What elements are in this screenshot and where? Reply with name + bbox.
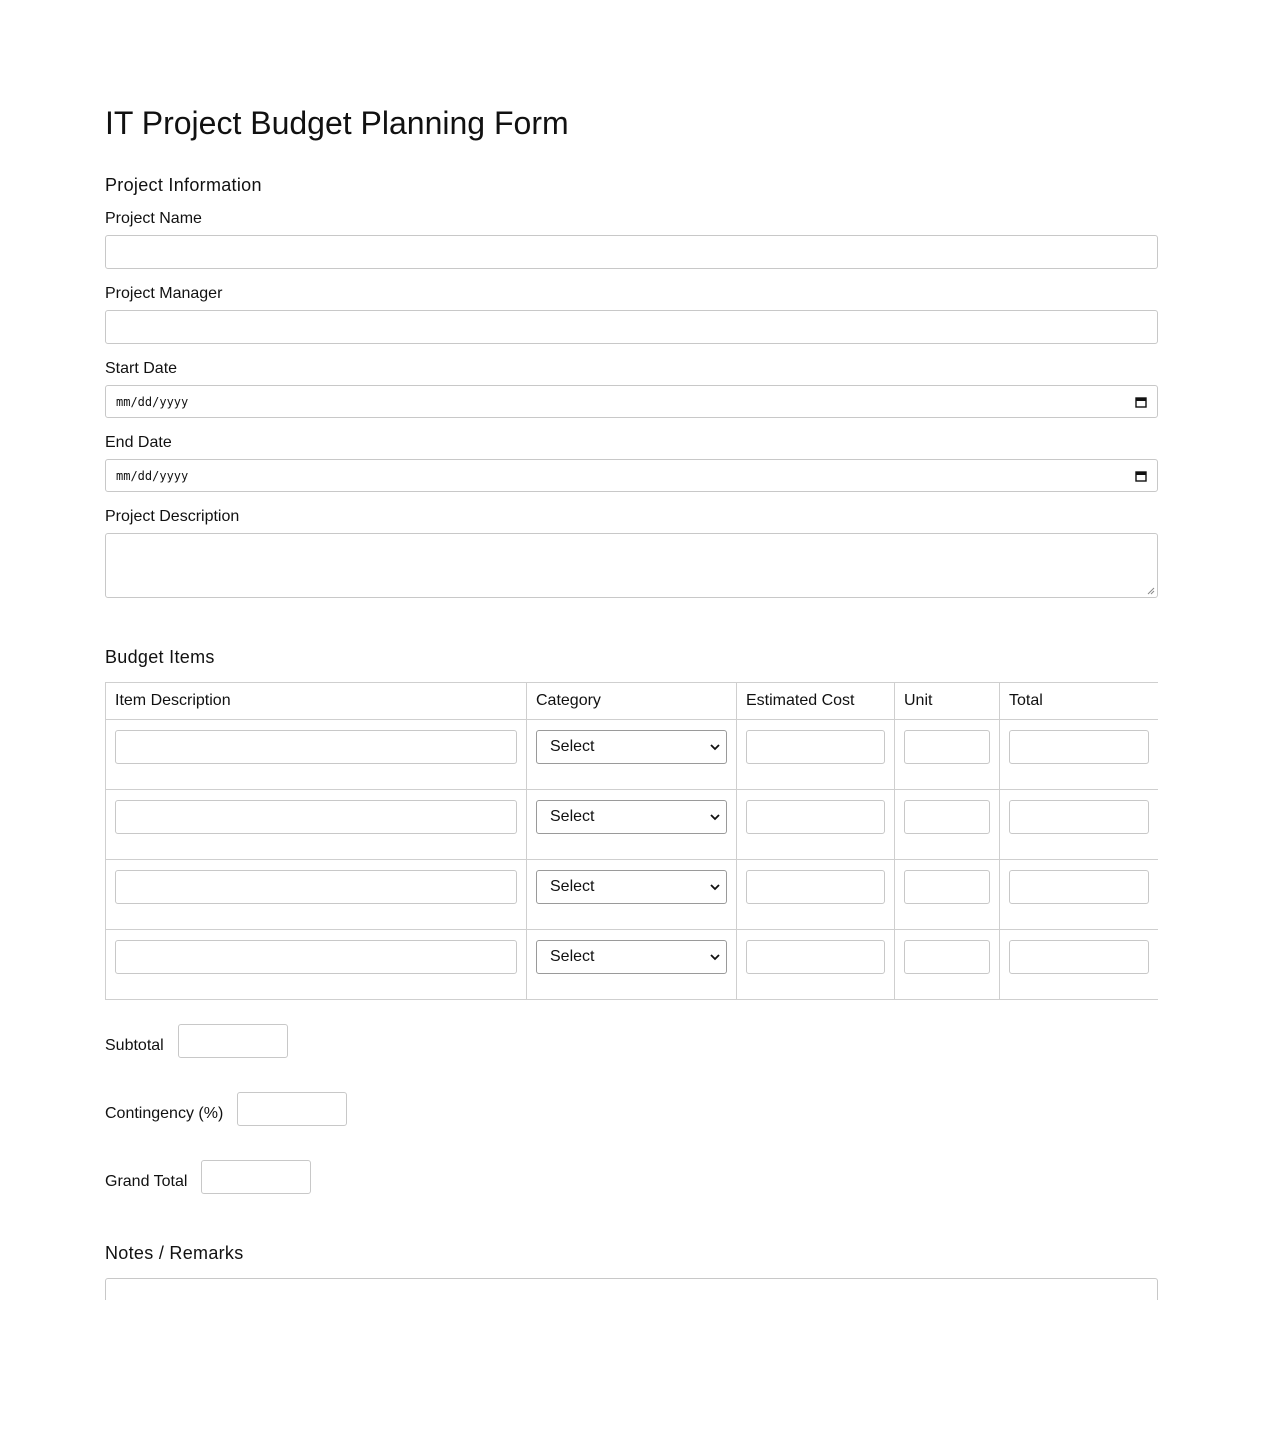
category-cell: [527, 720, 737, 790]
column-header-unit: Unit: [895, 683, 1000, 720]
item-cell: [106, 790, 527, 860]
estimated-cost-input[interactable]: [746, 870, 885, 904]
start-date-placeholder: mm/dd/yyyy: [116, 394, 189, 409]
total-input[interactable]: [1009, 940, 1149, 974]
column-header-item-description: Item Description: [106, 683, 527, 720]
estimated-cost-input[interactable]: [746, 940, 885, 974]
category-select[interactable]: [536, 800, 727, 834]
contingency-input[interactable]: [237, 1092, 347, 1126]
item-description-input[interactable]: [115, 800, 517, 834]
item-description-input[interactable]: [115, 940, 517, 974]
subtotal-row: [105, 1024, 288, 1058]
project-name-label: Project Name: [105, 210, 202, 227]
budget-items-table: [105, 682, 1158, 1000]
chevron-down-icon: [710, 954, 720, 961]
column-header-category: Category: [527, 683, 737, 720]
estimated-cost-input[interactable]: [746, 730, 885, 764]
total-cell: [1000, 930, 1159, 1000]
category-cell: [527, 860, 737, 930]
budget-form: [105, 0, 1158, 1300]
unit-input[interactable]: [904, 940, 990, 974]
calendar-icon[interactable]: [1135, 470, 1147, 482]
unit-input[interactable]: [904, 800, 990, 834]
chevron-down-icon: [710, 744, 720, 751]
total-cell: [1000, 790, 1159, 860]
item-cell: [106, 720, 527, 790]
unit-input[interactable]: [904, 730, 990, 764]
category-select-value: Select: [550, 808, 595, 825]
notes-heading: Notes / Remarks: [105, 1243, 244, 1263]
unit-cell: [895, 790, 1000, 860]
project-information-heading: Project Information: [105, 175, 262, 195]
total-input[interactable]: [1009, 870, 1149, 904]
cost-cell: [737, 720, 895, 790]
item-cell: [106, 860, 527, 930]
notes-textarea[interactable]: [105, 1278, 1158, 1300]
chevron-down-icon: [710, 814, 720, 821]
grand-total-input[interactable]: [201, 1160, 311, 1194]
project-manager-label: Project Manager: [105, 285, 223, 302]
chevron-down-icon: [710, 884, 720, 891]
start-date-label: Start Date: [105, 360, 178, 377]
total-cell: [1000, 720, 1159, 790]
contingency-label: Contingency (%): [105, 1105, 224, 1122]
category-select[interactable]: [536, 940, 727, 974]
cost-cell: [737, 790, 895, 860]
project-description-label: Project Description: [105, 508, 240, 525]
resize-handle-icon[interactable]: [1147, 587, 1155, 595]
start-date-input[interactable]: [105, 385, 1158, 418]
total-input[interactable]: [1009, 800, 1149, 834]
column-header-estimated-cost: Estimated Cost: [737, 683, 895, 720]
table-header-row: [106, 683, 1159, 720]
item-cell: [106, 930, 527, 1000]
item-description-input[interactable]: [115, 870, 517, 904]
unit-cell: [895, 720, 1000, 790]
unit-input[interactable]: [904, 870, 990, 904]
item-description-input[interactable]: [115, 730, 517, 764]
budget-items-heading: Budget Items: [105, 647, 215, 667]
end-date-label: End Date: [105, 434, 172, 451]
category-cell: [527, 790, 737, 860]
calendar-icon[interactable]: [1135, 396, 1147, 408]
category-select-value: Select: [550, 878, 595, 895]
category-select[interactable]: [536, 870, 727, 904]
estimated-cost-input[interactable]: [746, 800, 885, 834]
grand-total-row: [105, 1160, 311, 1194]
category-cell: [527, 930, 737, 1000]
cost-cell: [737, 860, 895, 930]
subtotal-label: Subtotal: [105, 1037, 164, 1054]
category-select-value: Select: [550, 738, 595, 755]
project-description-textarea[interactable]: [105, 533, 1158, 598]
table-row: [106, 790, 1159, 860]
end-date-placeholder: mm/dd/yyyy: [116, 468, 189, 483]
cost-cell: [737, 930, 895, 1000]
subtotal-input[interactable]: [178, 1024, 288, 1058]
contingency-row: [105, 1092, 347, 1126]
unit-cell: [895, 860, 1000, 930]
project-name-input[interactable]: [105, 235, 1158, 269]
end-date-input[interactable]: [105, 459, 1158, 492]
total-cell: [1000, 860, 1159, 930]
total-input[interactable]: [1009, 730, 1149, 764]
grand-total-label: Grand Total: [105, 1173, 188, 1190]
unit-cell: [895, 930, 1000, 1000]
project-manager-input[interactable]: [105, 310, 1158, 344]
category-select[interactable]: [536, 730, 727, 764]
category-select-value: Select: [550, 948, 595, 965]
table-row: [106, 720, 1159, 790]
table-row: [106, 860, 1159, 930]
column-header-total: Total: [1000, 683, 1159, 720]
table-row: [106, 930, 1159, 1000]
page-title: IT Project Budget Planning Form: [105, 105, 569, 141]
